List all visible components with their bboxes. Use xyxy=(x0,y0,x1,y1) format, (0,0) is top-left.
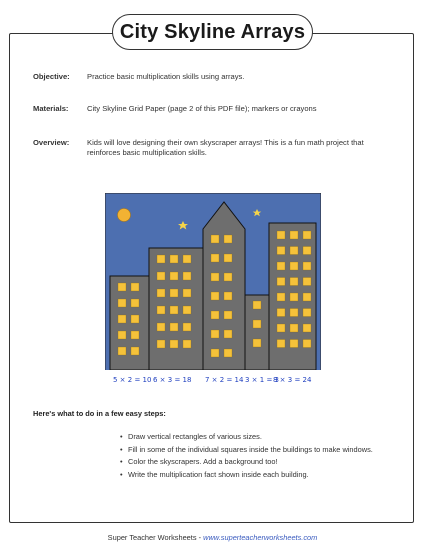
window xyxy=(157,323,165,331)
window xyxy=(131,283,139,291)
window xyxy=(170,289,178,297)
window xyxy=(224,235,232,243)
materials-text: City Skyline Grid Paper (page 2 of this PDF file); markers or crayons xyxy=(87,104,317,113)
overview-label: Overview: xyxy=(33,138,70,147)
window xyxy=(211,311,219,319)
footer xyxy=(0,533,425,542)
window xyxy=(118,315,126,323)
window xyxy=(253,339,261,347)
window xyxy=(290,340,298,348)
objective-text: Practice basic multiplication skills using arrays. xyxy=(87,72,245,81)
equation-4: 3 × 1 = 3 xyxy=(245,376,279,384)
page-title: City Skyline Arrays xyxy=(112,14,313,50)
window xyxy=(303,340,311,348)
objective-label: Objective: xyxy=(33,72,70,81)
window xyxy=(303,278,311,286)
window xyxy=(277,293,285,301)
window xyxy=(211,273,219,281)
window xyxy=(118,347,126,355)
window xyxy=(157,340,165,348)
window xyxy=(303,309,311,317)
window xyxy=(224,273,232,281)
window xyxy=(211,330,219,338)
city-skyline-drawing xyxy=(105,193,321,387)
window xyxy=(157,289,165,297)
window xyxy=(211,292,219,300)
window xyxy=(157,272,165,280)
window xyxy=(183,306,191,314)
footer-prefix: Super Teacher Worksheets - xyxy=(107,533,204,542)
step-item: • Color the skyscrapers. Add a background too! xyxy=(120,457,390,467)
window xyxy=(290,324,298,332)
window xyxy=(290,247,298,255)
window xyxy=(157,255,165,263)
window xyxy=(183,323,191,331)
equation-3: 7 × 2 = 14 xyxy=(205,376,244,384)
step-item: • Fill in some of the individual squares inside the buildings to make windows. xyxy=(120,445,390,455)
window xyxy=(118,283,126,291)
window xyxy=(303,324,311,332)
window xyxy=(290,262,298,270)
window xyxy=(183,272,191,280)
step-item: • Write the multiplication fact shown inside each building. xyxy=(120,470,390,480)
window xyxy=(170,272,178,280)
window xyxy=(303,247,311,255)
window xyxy=(290,231,298,239)
window xyxy=(211,349,219,357)
window xyxy=(118,299,126,307)
window xyxy=(224,330,232,338)
window xyxy=(303,231,311,239)
building-3 xyxy=(203,202,245,370)
building-1 xyxy=(110,276,149,370)
step-item: • Draw vertical rectangles of various sizes. xyxy=(120,432,390,442)
window xyxy=(277,247,285,255)
window xyxy=(224,311,232,319)
window xyxy=(224,292,232,300)
window xyxy=(277,231,285,239)
window xyxy=(183,340,191,348)
window xyxy=(157,306,165,314)
window xyxy=(170,340,178,348)
materials-label: Materials: xyxy=(33,104,69,113)
overview-text: Kids will love designing their own skyscraper arrays! This is a fun math project that reinforces basic multiplication skills. xyxy=(87,138,364,157)
window xyxy=(253,301,261,309)
window xyxy=(277,324,285,332)
window xyxy=(290,293,298,301)
window xyxy=(211,254,219,262)
window xyxy=(290,278,298,286)
window xyxy=(131,299,139,307)
window xyxy=(131,347,139,355)
window xyxy=(277,309,285,317)
window xyxy=(183,255,191,263)
window xyxy=(211,235,219,243)
window xyxy=(277,262,285,270)
window xyxy=(277,278,285,286)
moon-icon xyxy=(118,209,131,222)
window xyxy=(170,323,178,331)
steps-heading: Here's what to do in a few easy steps: xyxy=(33,409,166,418)
window xyxy=(131,331,139,339)
window xyxy=(183,289,191,297)
window xyxy=(277,340,285,348)
window xyxy=(170,306,178,314)
window xyxy=(303,293,311,301)
equations xyxy=(113,376,312,384)
window xyxy=(118,331,126,339)
window xyxy=(170,255,178,263)
window xyxy=(290,309,298,317)
equation-1: 5 × 2 = 10 xyxy=(113,376,152,384)
steps-list xyxy=(120,432,390,482)
window xyxy=(253,320,261,328)
window xyxy=(303,262,311,270)
window xyxy=(224,254,232,262)
equation-2: 6 × 3 = 18 xyxy=(153,376,192,384)
footer-url[interactable]: www.superteacherworksheets.com xyxy=(203,533,318,542)
equation-5: 8 × 3 = 24 xyxy=(273,376,312,384)
window xyxy=(131,315,139,323)
window xyxy=(224,349,232,357)
